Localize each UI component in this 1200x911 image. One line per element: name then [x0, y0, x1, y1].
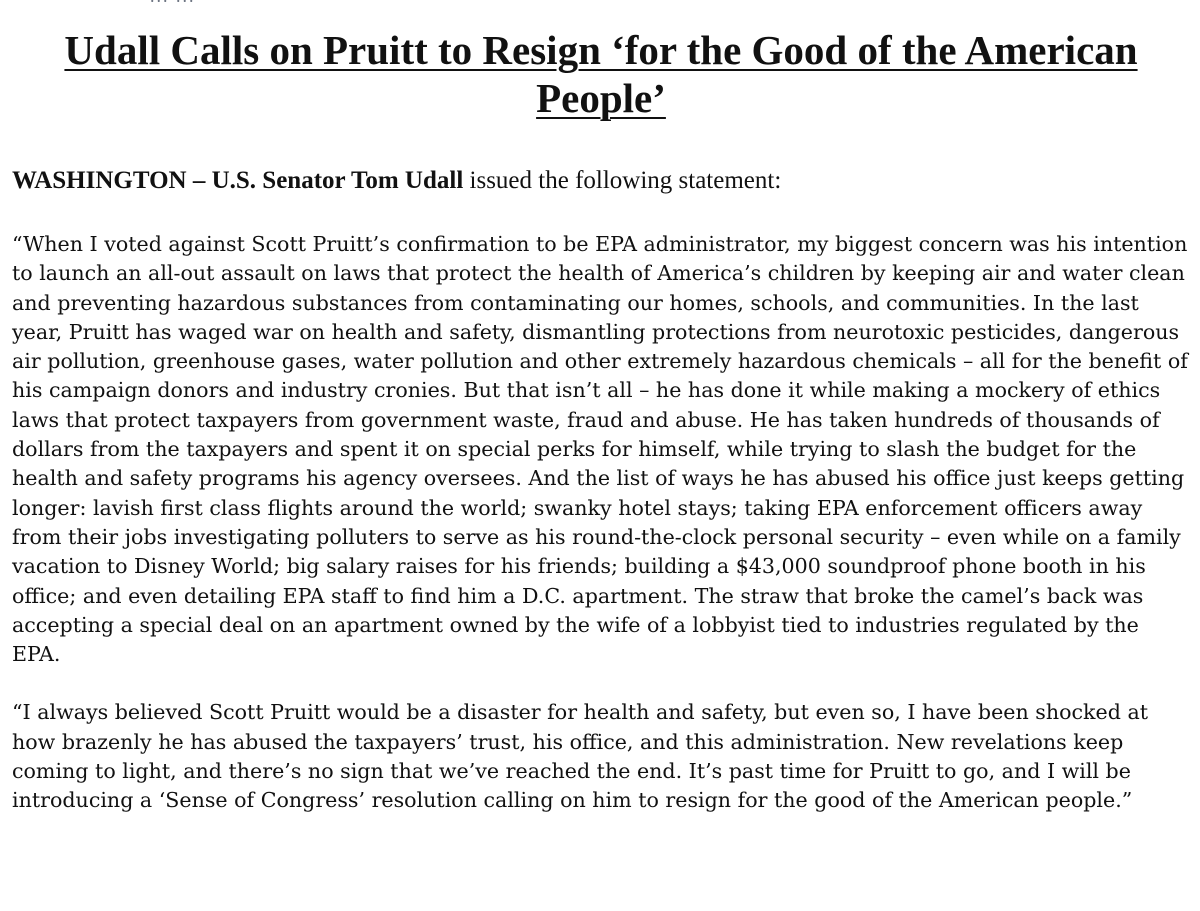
- press-release-headline: Udall Calls on Pruitt to Resign ‘for the Good of the American People’: [64, 27, 1138, 121]
- dateline-location-speaker: WASHINGTON – U.S. Senator Tom Udall: [12, 167, 464, 194]
- press-release: [12, 26, 1190, 816]
- statement-paragraph-2: “I always believed Scott Pruitt would be a disaster for health and safety, but even so, I have been shocked at how brazenly he has abused the taxpayers’ trust, his office, and this administration. New revelations keep coming to light, and there’s no sign that we’ve reached the end. It’s past time for Pruitt to go, and I will be introducing a ‘Sense of Congress’ resolution calling on him to resign for the good of the American people.”: [12, 700, 1148, 813]
- statement-paragraph-1: “When I voted against Scott Pruitt’s confirmation to be EPA administrator, my biggest concern was his intention to launch an all-out assault on laws that protect the health of America’s children by keeping air and water clean and preventing hazardous substances from contaminating our homes, schools, and communities. In the last year, Pruitt has waged war on health and safety, dismantling protections from neurotoxic pesticides, dangerous air pollution, greenhouse gases, water pollution and other extremely hazardous chemicals – all for the benefit of his campaign donors and industry cronies. But that isn’t all – he has done it while making a mockery of ethics laws that protect taxpayers from government waste, fraud and abuse. He has taken hundreds of thousands of dollars from the taxpayers and spent it on special perks for himself, while trying to slash the budget for the health and safety programs his agency oversees. And the list of ways he has abused his office just keeps getting longer: lavish first class flights around the world; swanky hotel stays; taking EPA enforcement officers away from their jobs investigating polluters to serve as his round-the-clock personal security – even while on a family vacation to Disney World; big salary raises for his friends; building a $43,000 soundproof phone booth in his office; and even detailing EPA staff to find him a D.C. apartment. The straw that broke the camel’s back was accepting a special deal on an apartment owned by the wife of a lobbyist tied to industries regulated by the EPA.: [12, 232, 1188, 667]
- cropped-top-text: [150, 0, 570, 6]
- dateline-text: issued the following statement:: [463, 167, 782, 194]
- dateline: [12, 166, 1190, 196]
